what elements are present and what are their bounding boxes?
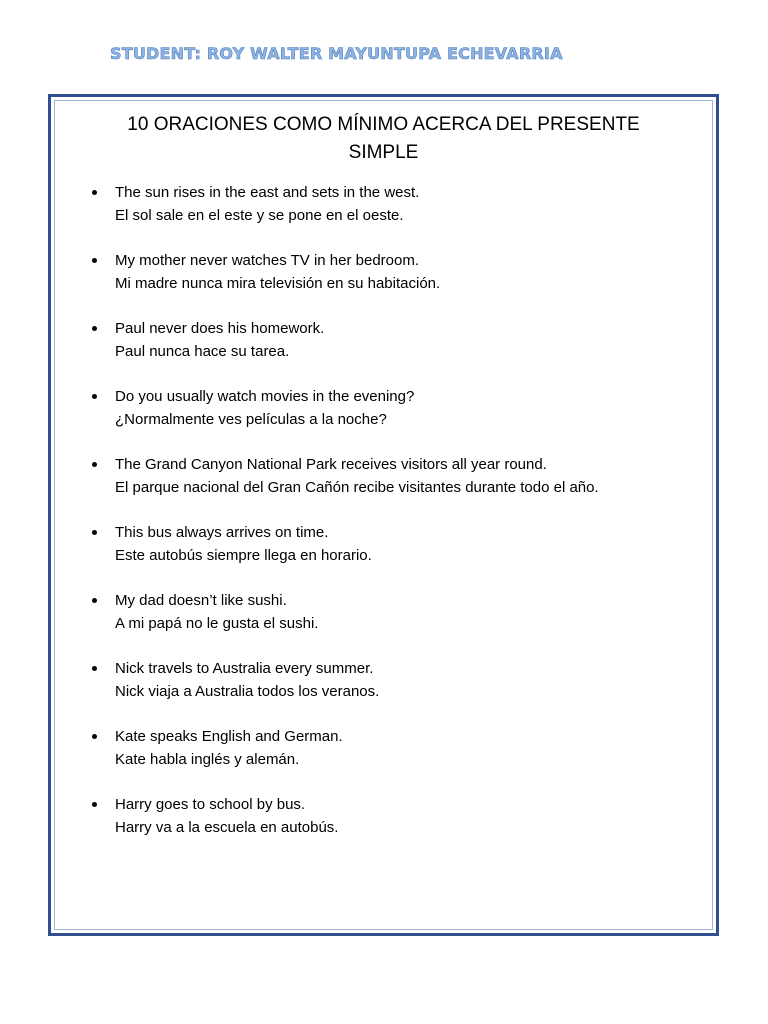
spanish-translation: Kate habla inglés y alemán.	[115, 751, 300, 768]
english-sentence: Kate speaks English and German.	[115, 728, 343, 745]
bullet-icon	[92, 326, 97, 331]
spanish-translation: El parque nacional del Gran Cañón recibe visitantes durante todo el año.	[115, 479, 599, 496]
bullet-icon	[92, 190, 97, 195]
english-sentence: Nick travels to Australia every summer.	[115, 660, 374, 677]
bullet-icon	[92, 802, 97, 807]
bullet-icon	[92, 734, 97, 739]
document-title	[51, 111, 716, 167]
english-sentence: The sun rises in the east and sets in the west.	[115, 184, 420, 201]
spanish-translation: El sol sale en el este y se pone en el oeste.	[115, 207, 404, 224]
spanish-translation: A mi papá no le gusta el sushi.	[115, 615, 319, 632]
sentence-item	[91, 589, 599, 635]
spanish-translation: Nick viaja a Australia todos los veranos.	[115, 683, 380, 700]
english-sentence: Paul never does his homework.	[115, 320, 325, 337]
sentence-item	[91, 793, 599, 839]
document-title-line-1: 10 ORACIONES COMO MÍNIMO ACERCA DEL PRESENTE	[127, 114, 640, 135]
bullet-icon	[92, 394, 97, 399]
sentence-item	[91, 521, 599, 567]
sentence-item	[91, 249, 599, 295]
bullet-icon	[92, 258, 97, 263]
english-sentence: Harry goes to school by bus.	[115, 796, 306, 813]
english-sentence: My dad doesn’t like sushi.	[115, 592, 287, 609]
sentence-item	[91, 385, 599, 431]
english-sentence: Do you usually watch movies in the evening?	[115, 388, 415, 405]
english-sentence: This bus always arrives on time.	[115, 524, 329, 541]
document-title-line-2: SIMPLE	[348, 142, 419, 163]
bullet-icon	[92, 598, 97, 603]
sentence-item	[91, 181, 599, 227]
sentence-item	[91, 725, 599, 771]
sentence-list	[91, 181, 599, 861]
bullet-icon	[92, 666, 97, 671]
spanish-translation: Mi madre nunca mira televisión en su habitación.	[115, 275, 441, 292]
english-sentence: The Grand Canyon National Park receives visitors all year round.	[115, 456, 547, 473]
bullet-icon	[92, 530, 97, 535]
spanish-translation: Este autobús siempre llega en horario.	[115, 547, 372, 564]
english-sentence: My mother never watches TV in her bedroom.	[115, 252, 420, 269]
sentence-item	[91, 453, 599, 499]
sentence-item	[91, 657, 599, 703]
student-name-header: STUDENT: ROY WALTER MAYUNTUPA ECHEVARRIA	[110, 44, 563, 63]
sentence-item	[91, 317, 599, 363]
bullet-icon	[92, 462, 97, 467]
spanish-translation: ¿Normalmente ves películas a la noche?	[115, 411, 387, 428]
spanish-translation: Harry va a la escuela en autobús.	[115, 819, 339, 836]
document-frame	[48, 94, 719, 936]
spanish-translation: Paul nunca hace su tarea.	[115, 343, 290, 360]
